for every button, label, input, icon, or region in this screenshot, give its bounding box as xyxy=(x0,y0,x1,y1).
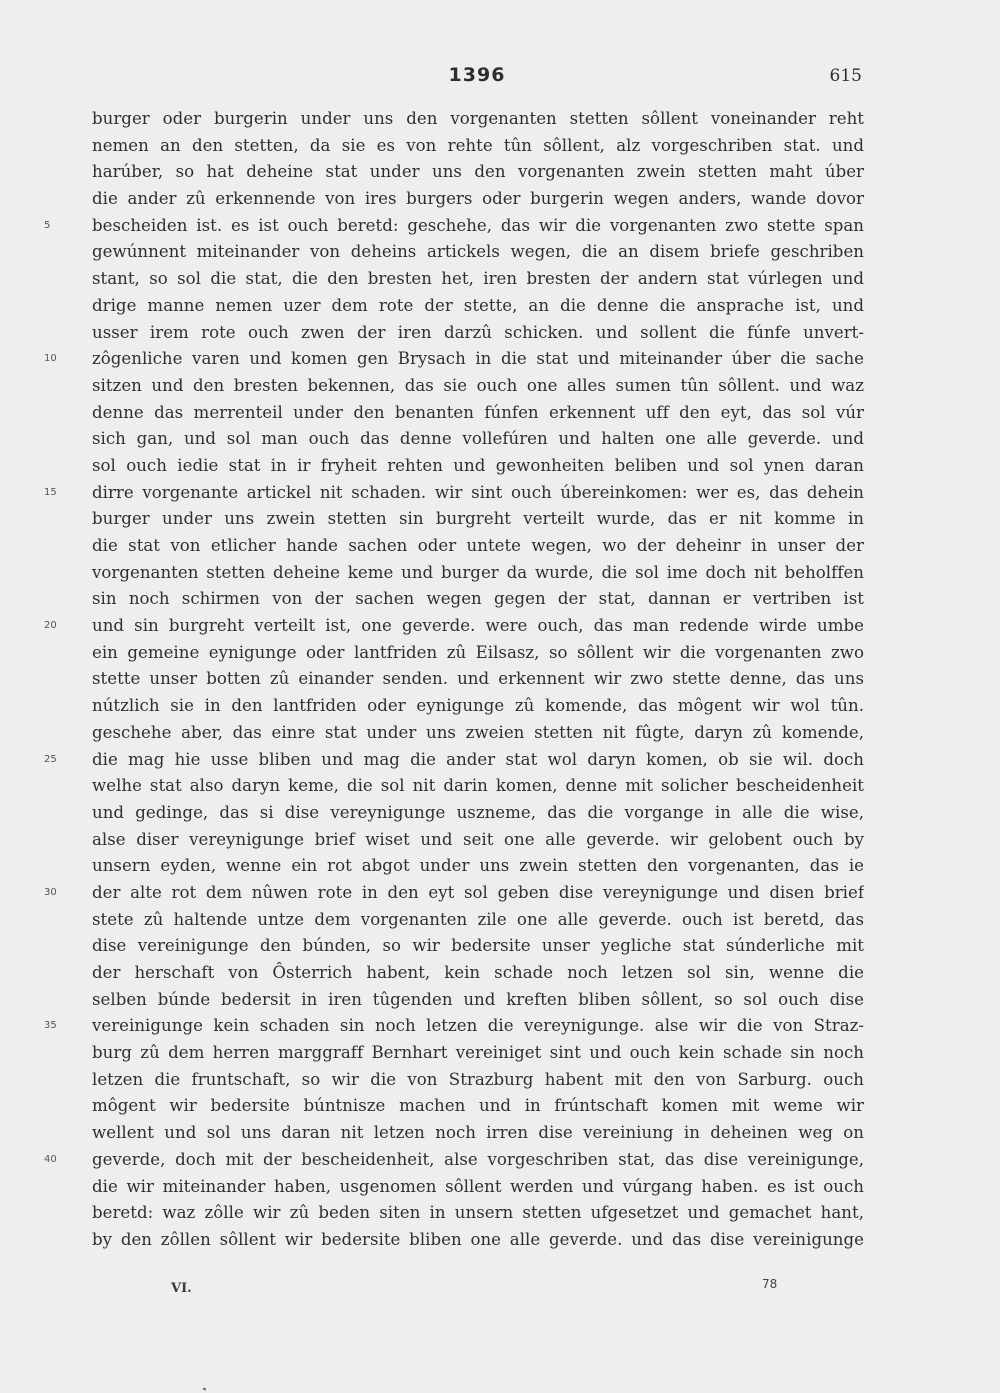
line-number: 15 xyxy=(44,486,57,498)
line-text: gewúnnent miteinander von deheins artickels wegen, die an disem briefe geschriben xyxy=(92,242,864,262)
text-line xyxy=(92,400,864,427)
text-line xyxy=(92,1174,864,1201)
text-line xyxy=(92,666,864,693)
text-line xyxy=(44,346,864,373)
line-text: die stat von etlicher hande sachen oder untete wegen, wo der deheinr in unser der xyxy=(92,536,864,555)
line-text: sol ouch iedie stat in ir fryheit rehten und gewonheiten beliben und sol ynen daran xyxy=(92,455,864,475)
text-line xyxy=(44,480,864,507)
line-text: wellent und sol uns daran nit letzen noch irren dise vereiniung in deheinen weg on xyxy=(92,1123,864,1143)
line-text: bescheiden ist. es ist ouch beretd: geschehe, das wir die vorgenanten zwo stette span xyxy=(92,215,864,235)
line-number: 25 xyxy=(44,753,57,765)
text-line xyxy=(92,159,864,186)
line-text: harúber, so hat deheine stat under uns den vorgenanten zwein stetten maht úber xyxy=(92,162,864,182)
line-text: môgent wir bedersite búntnisze machen und in frúntschaft komen mit weme wir xyxy=(92,1096,864,1116)
line-text: beretd: waz zôlle wir zû beden siten in unsern stetten ufgesetzet und gemachet hant, xyxy=(92,1203,864,1223)
line-text: burger oder burgerin under uns den vorgenanten stetten sôllent voneinander reht xyxy=(92,109,864,128)
line-text: die mag hie usse bliben und mag die ander stat wol daryn komen, ob sie wil. doch xyxy=(92,749,864,769)
page-header xyxy=(92,64,862,92)
text-line xyxy=(44,1147,864,1174)
text-line xyxy=(92,586,864,613)
text-line xyxy=(44,880,864,907)
volume-number: VI. xyxy=(171,1281,192,1296)
text-line xyxy=(92,1227,864,1254)
line-text: denne das merrenteil under den benanten fúnfen erkennent uff den eyt, das sol vúr xyxy=(92,402,864,422)
line-number: 35 xyxy=(44,1020,57,1032)
text-line xyxy=(92,133,864,160)
text-line xyxy=(92,506,864,533)
line-text: vereinigunge kein schaden sin noch letzen die vereynigunge. alse wir die von Straz- xyxy=(92,1016,864,1036)
text-line xyxy=(92,186,864,213)
line-text: nútzlich sie in den lantfriden oder eynigunge zû komende, das môgent wir wol tûn. xyxy=(92,696,864,716)
line-number: 10 xyxy=(44,353,57,365)
text-line xyxy=(92,720,864,747)
text-line xyxy=(92,320,864,347)
text-line xyxy=(92,533,864,560)
line-text: geverde, doch mit der bescheidenheit, alse vorgeschriben stat, das dise vereinigunge, xyxy=(92,1149,864,1169)
text-line xyxy=(92,293,864,320)
text-line xyxy=(92,1093,864,1120)
text-line xyxy=(92,960,864,987)
line-number: 5 xyxy=(44,219,51,231)
line-text: und gedinge, das si dise vereynigunge uszneme, das die vorgange in alle die wise, xyxy=(92,802,864,822)
text-line xyxy=(44,613,864,640)
text-line xyxy=(92,693,864,720)
scan-speck xyxy=(203,1387,207,1390)
line-text: der alte rot dem nûwen rote in den eyt sol geben dise vereynigunge und disen brief xyxy=(92,882,864,902)
text-line xyxy=(92,239,864,266)
text-line xyxy=(92,426,864,453)
text-line xyxy=(92,1067,864,1094)
text-line xyxy=(92,1200,864,1227)
line-text: nemen an den stetten, da sie es von rehte tûn sôllent, alz vorgeschriben stat. und xyxy=(92,135,864,155)
text-line xyxy=(44,1013,864,1040)
line-text: sich gan, und sol man ouch das denne vollefúren und halten one alle geverde. und xyxy=(92,429,864,449)
line-text: welhe stat also daryn keme, die sol nit darin komen, denne mit solicher bescheidenheit xyxy=(92,776,864,796)
text-line xyxy=(92,640,864,667)
text-line xyxy=(92,1120,864,1147)
text-line xyxy=(92,1040,864,1067)
body-text xyxy=(44,106,864,1254)
line-text: vorgenanten stetten deheine keme und burger da wurde, die sol ime doch nit beholffen xyxy=(92,562,864,582)
line-text: die ander zû erkennende von ires burgers oder burgerin wegen anders, wande dovor xyxy=(92,189,864,209)
line-text: drige manne nemen uzer dem rote der stette, an die denne die ansprache ist, und xyxy=(92,295,864,315)
line-text: by den zôllen sôllent wir bedersite bliben one alle geverde. und das dise vereinigunge xyxy=(92,1229,864,1249)
text-line xyxy=(92,266,864,293)
text-line xyxy=(92,373,864,400)
line-text: sin noch schirmen von der sachen wegen gegen der stat, dannan er vertriben ist xyxy=(92,589,864,609)
line-text: der herschaft von Ôsterrich habent, kein schade noch letzen sol sin, wenne die xyxy=(92,963,864,982)
text-line xyxy=(92,853,864,880)
text-line xyxy=(92,800,864,827)
line-text: letzen die fruntschaft, so wir die von Strazburg habent mit den von Sarburg. ouch xyxy=(92,1069,864,1089)
text-line xyxy=(92,453,864,480)
signature-mark: 78 xyxy=(762,1277,778,1291)
line-text: die wir miteinander haben, usgenomen sôllent werden und vúrgang haben. es ist ouch xyxy=(92,1176,864,1196)
line-text: zôgenliche varen und komen gen Brysach in die stat und miteinander úber die sache xyxy=(92,349,864,369)
line-text: alse diser vereynigunge brief wiset und seit one alle geverde. wir gelobent ouch by xyxy=(92,829,864,849)
text-line xyxy=(44,747,864,774)
text-line xyxy=(92,106,864,133)
line-text: sitzen und den bresten bekennen, das sie ouch one alles sumen tûn sôllent. und waz xyxy=(92,375,864,395)
text-line xyxy=(92,560,864,587)
text-line xyxy=(92,827,864,854)
line-text: stant, so sol die stat, die den bresten het, iren bresten der andern stat vúrlegen und xyxy=(92,269,864,289)
line-text: unsern eyden, wenne ein rot abgot under uns zwein stetten den vorgenanten, das ie xyxy=(92,856,864,876)
text-line xyxy=(44,213,864,240)
text-line xyxy=(92,773,864,800)
line-number: 30 xyxy=(44,886,57,898)
line-text: dirre vorgenante artickel nit schaden. wir sint ouch úbereinkomen: wer es, das dehein xyxy=(92,482,864,502)
line-text: ein gemeine eynigunge oder lantfriden zû Eilsasz, so sôllent wir die vorgenanten zwo xyxy=(92,642,864,662)
page-number: 615 xyxy=(829,66,862,86)
line-text: dise vereinigunge den búnden, so wir bedersite unser yegliche stat súnderliche mit xyxy=(92,936,864,956)
line-number: 40 xyxy=(44,1153,57,1165)
line-text: und sin burgreht verteilt ist, one geverde. were ouch, das man redende wirde umbe xyxy=(92,616,864,636)
line-text: stete zû haltende untze dem vorgenanten zile one alle geverde. ouch ist beretd, das xyxy=(92,909,864,929)
line-number: 20 xyxy=(44,620,57,632)
text-line xyxy=(92,907,864,934)
line-text: selben búnde bedersit in iren tûgenden und kreften bliben sôllent, so sol ouch dise xyxy=(92,989,864,1009)
line-text: usser irem rote ouch zwen der iren darzû schicken. und sollent die fúnfe unvert- xyxy=(92,322,864,342)
line-text: geschehe aber, das einre stat under uns zweien stetten nit fûgte, daryn zû komende, xyxy=(92,722,864,742)
line-text: stette unser botten zû einander senden. und erkennent wir zwo stette denne, das uns xyxy=(92,669,864,689)
line-text: burger under uns zwein stetten sin burgreht verteilt wurde, das er nit komme in xyxy=(92,509,864,529)
text-line xyxy=(92,987,864,1014)
text-line xyxy=(92,933,864,960)
header-year: 1396 xyxy=(448,64,506,86)
line-text: burg zû dem herren marggraff Bernhart vereiniget sint und ouch kein schade sin noch xyxy=(92,1043,864,1063)
